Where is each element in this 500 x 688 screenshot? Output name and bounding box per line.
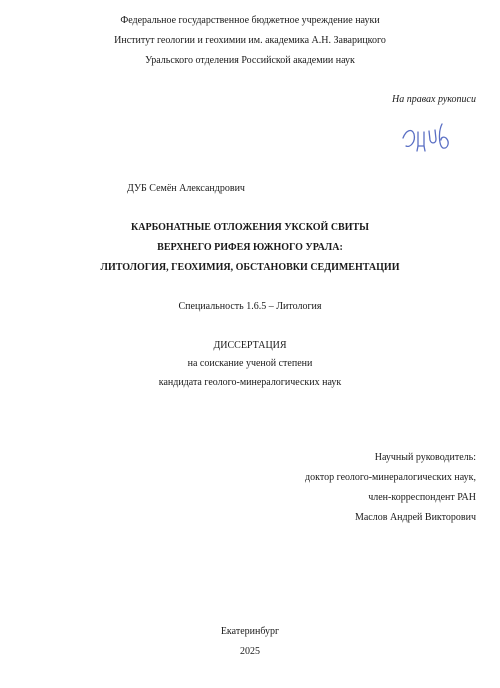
- specialty: Специальность 1.6.5 – Литология: [178, 301, 322, 312]
- institution-line-2: Институт геологии и геохимии им. академика А.Н. Заварицкого: [114, 35, 386, 46]
- supervisor-heading: Научный руководитель:: [374, 452, 476, 463]
- supervisor-degree: доктор геолого-минералогических наук,: [305, 472, 476, 483]
- thesis-title-line-2: ВЕРХНЕГО РИФЕЯ ЮЖНОГО УРАЛА:: [157, 242, 343, 253]
- dissertation-degree-line-2: кандидата геолого-минералогических наук: [158, 377, 342, 388]
- thesis-title-line-3: ЛИТОЛОГИЯ, ГЕОХИМИЯ, ОБСТАНОВКИ СЕДИМЕНТАЦИИ: [100, 262, 400, 273]
- thesis-title-line-1: КАРБОНАТНЫЕ ОТЛОЖЕНИЯ УКСКОЙ СВИТЫ: [130, 222, 369, 233]
- manuscript-note: На правах рукописи: [392, 94, 476, 105]
- year: 2025: [240, 646, 260, 657]
- author-signature: [398, 118, 456, 156]
- supervisor-title: член-корреспондент РАН: [368, 492, 476, 503]
- dissertation-heading: ДИССЕРТАЦИЯ: [213, 340, 287, 351]
- supervisor-name: Маслов Андрей Викторович: [354, 512, 476, 523]
- institution-line-3: Уральского отделения Российской академии наук: [145, 55, 355, 66]
- city: Екатеринбург: [220, 626, 280, 637]
- author-name: ДУБ Семён Александрович: [127, 183, 245, 194]
- dissertation-degree-line-1: на соискание ученой степени: [187, 358, 313, 369]
- institution-line-1: Федеральное государственное бюджетное учреждение науки: [120, 15, 380, 26]
